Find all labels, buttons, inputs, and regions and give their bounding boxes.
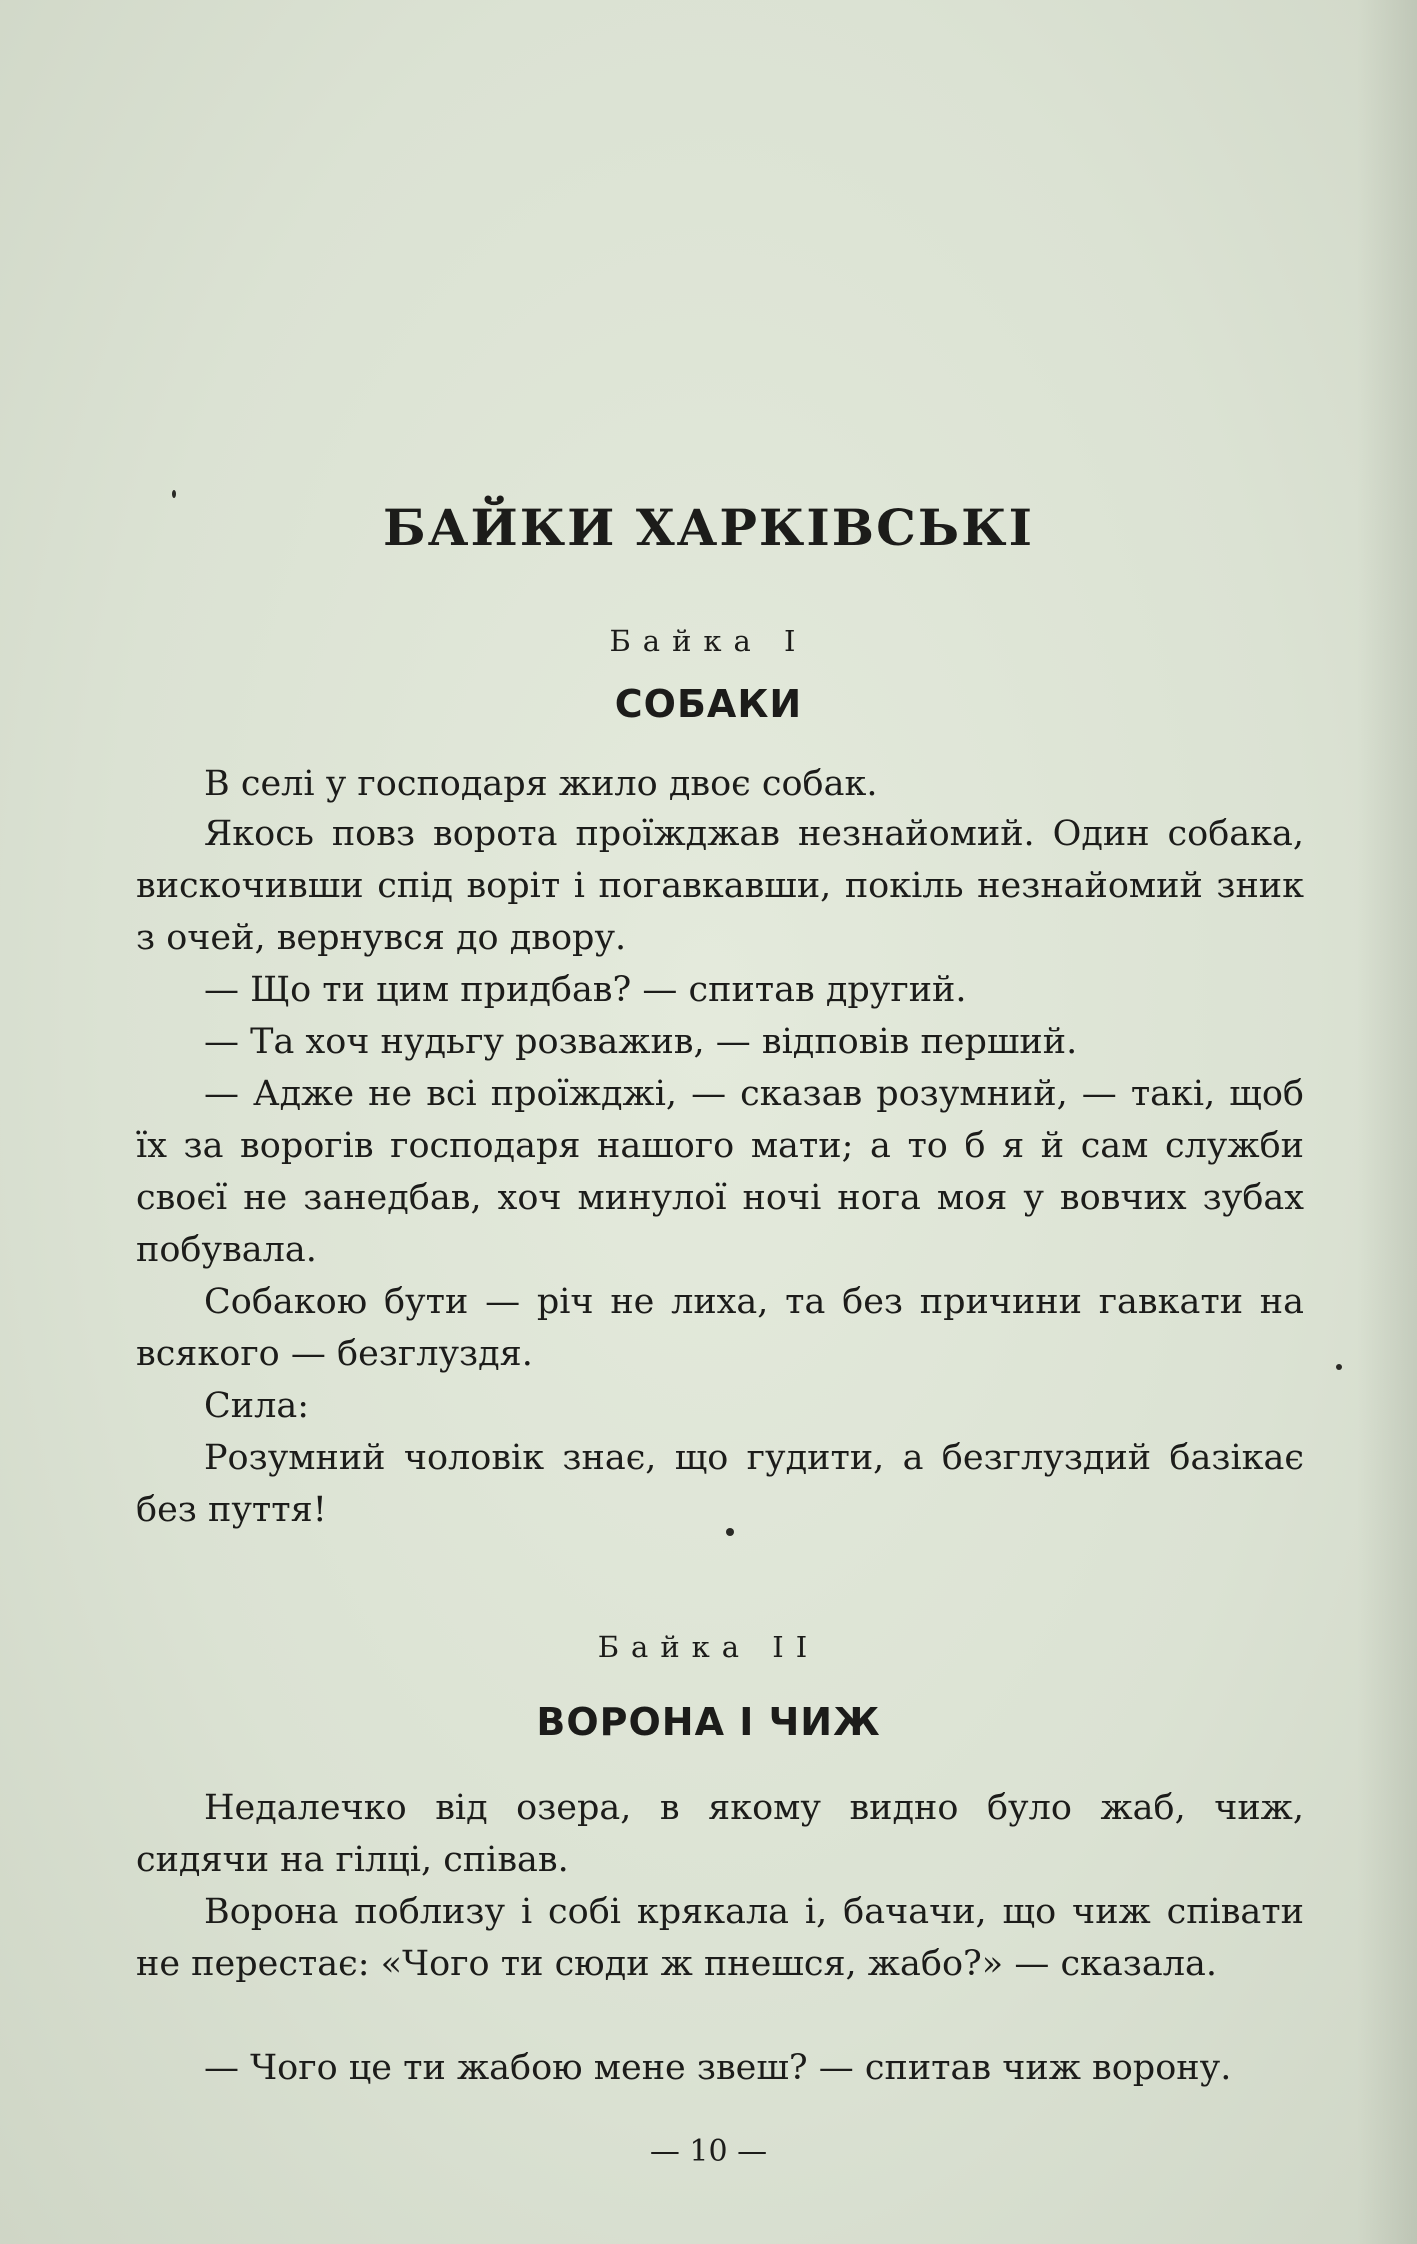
ink-speck [726,1528,734,1536]
fable1-paragraph-7: Сила: [204,1386,309,1426]
page-edge-shadow [1357,0,1417,2244]
fable1-paragraph-6: Собакою бути — річ не лиха, та без причини гавкати на всякого — безглуздя. [136,1282,1304,1374]
fable1-title: СОБАКИ [614,682,803,726]
page-number: — 10 — [649,2134,768,2169]
fable1-paragraph-2: Якось повз ворота проїжджав незнайомий. Один собака, вискочивши спід воріт і погавкавши, покіль незнайомий зник з очей, вернувся до двору. [136,814,1304,958]
fable1-paragraph-3: — Що ти цим придбав? — спитав другий. [204,970,967,1010]
ink-speck [1336,1364,1342,1370]
fable2-number: Байка II [597,1630,820,1664]
main-title: БАЙКИ ХАРКІВСЬКІ [383,498,1034,557]
fable1-paragraph-4: — Та хоч нудьгу розважив, — відповів перший. [204,1022,1078,1062]
ink-speck [172,490,176,498]
fable1-number: Байка I [609,624,808,658]
fable1-paragraph-8: Розумний чоловік знає, що гудити, а безглуздий базікає без пуття! [136,1438,1304,1530]
fable1-paragraph-1: В селі у господаря жило двоє собак. [204,764,878,804]
fable2-paragraph-1: Недалечко від озера, в якому видно було жаб, чиж, сидячи на гілці, співав. [136,1788,1304,1880]
fable2-paragraph-2: Ворона поблизу і собі крякала і, бачачи, що чиж співати не перестає: «Чого ти сюди ж пнешся, жабо?» — сказала. [136,1892,1304,1984]
fable1-paragraph-5: — Адже не всі проїжджі, — сказав розумний, — такі, щоб їх за ворогів господаря нашого мати; а то б я й сам служби своєї не занедбав, хоч минулої ночі нога моя у вовчих зубах побувала. [136,1074,1304,1270]
fable2-paragraph-3: — Чого це ти жабою мене звеш? — спитав чиж ворону. [204,2048,1232,2088]
fable2-title: ВОРОНА І ЧИЖ [536,1700,881,1744]
